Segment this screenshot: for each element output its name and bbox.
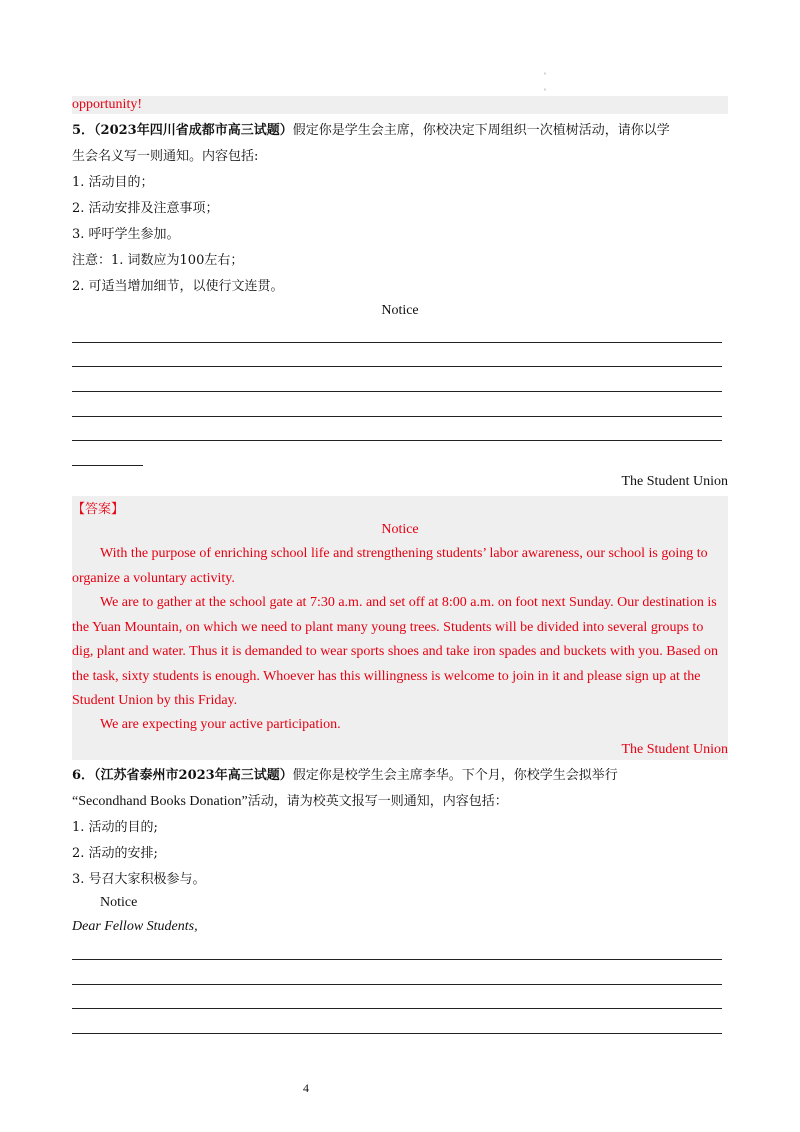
q6-salutation: Dear Fellow Students, [72, 919, 198, 934]
answer-line [72, 1033, 722, 1034]
q6-source: （江苏省泰州市2023年高三试题） [94, 768, 293, 783]
answer-line [72, 416, 722, 417]
q6-prompt-text1: 假定你是校学生会主席李华。下个月，你校学生会拟举行 [292, 768, 618, 783]
header-mark: ' [544, 88, 546, 96]
answer-line [72, 342, 722, 343]
q6-notice-title: Notice [100, 895, 138, 910]
q5-notice-title: Notice [381, 303, 419, 318]
q5-prompt-line2: 生会名义写一则通知。内容包括: [72, 149, 259, 164]
answer-signature: The Student Union [621, 742, 728, 757]
q6-point: 3. 号召大家积极参与。 [72, 872, 206, 887]
answer-paragraph-2: We are to gather at the school gate at 7:30 a.m. and set off at 8:00 a.m. on foot next Sunday. Our destination is the Yuan Mountain, on which we need to plant many young trees. Students will be divided into several groups to dig, plant and water. Thus it is demanded to wear sports shoes and take iron spades and buckets with you. Based on the task, sixty students is enough. Whoever has this willingness is welcome to join in it and please sign up at the Student Union by this Friday. [72, 595, 718, 708]
answer-line [72, 440, 722, 441]
answer-line [72, 959, 722, 960]
answer-label: 【答案】 [72, 502, 125, 517]
previous-answer-block [72, 96, 728, 114]
answer-paragraph-1: With the purpose of enriching school life and strengthening students’ labor awareness, our school is going to organize a voluntary activity. [72, 546, 708, 586]
q6-prompt-text2: 活动，请为校英文报写一则通知，内容包括： [247, 794, 508, 809]
q5-note: 注意：1. 词数应为100左右； [72, 253, 244, 268]
q6-number: 6． [72, 768, 95, 783]
header-mark: ' [544, 72, 546, 80]
answer-line [72, 391, 722, 392]
q6-prompt-line1 [72, 767, 618, 785]
q5-point: 2. 活动安排及注意事项； [72, 201, 219, 216]
q6-event-name: “Secondhand Books Donation” [72, 794, 248, 809]
answer-line [72, 1008, 722, 1009]
answer-line [72, 366, 722, 367]
q5-signature: The Student Union [621, 474, 728, 489]
answer-line-short [72, 465, 143, 466]
answer-notice-title: Notice [381, 522, 419, 537]
q5-prompt-line1 [72, 122, 670, 140]
q5-point: 1. 活动目的； [72, 175, 154, 190]
q5-prompt-text1: 假定你是学生会主席，你校决定下周组织一次植树活动，请你以学 [292, 123, 670, 138]
answer-paragraph-3: We are expecting your active participation. [100, 717, 341, 732]
page-number: 4 [303, 1081, 309, 1095]
answer-line [72, 984, 722, 985]
q6-point: 1. 活动的目的; [72, 820, 158, 835]
previous-answer-continuation: opportunity! [72, 97, 142, 112]
q6-point: 2. 活动的安排; [72, 846, 158, 861]
q5-note: 2. 可适当增加细节，以使行文连贯。 [72, 279, 284, 294]
q6-prompt-line2 [72, 793, 508, 811]
q5-source: （2023年四川省成都市高三试题） [94, 123, 293, 138]
q5-number: 5． [72, 123, 95, 138]
q5-point: 3. 呼吁学生参加。 [72, 227, 180, 242]
